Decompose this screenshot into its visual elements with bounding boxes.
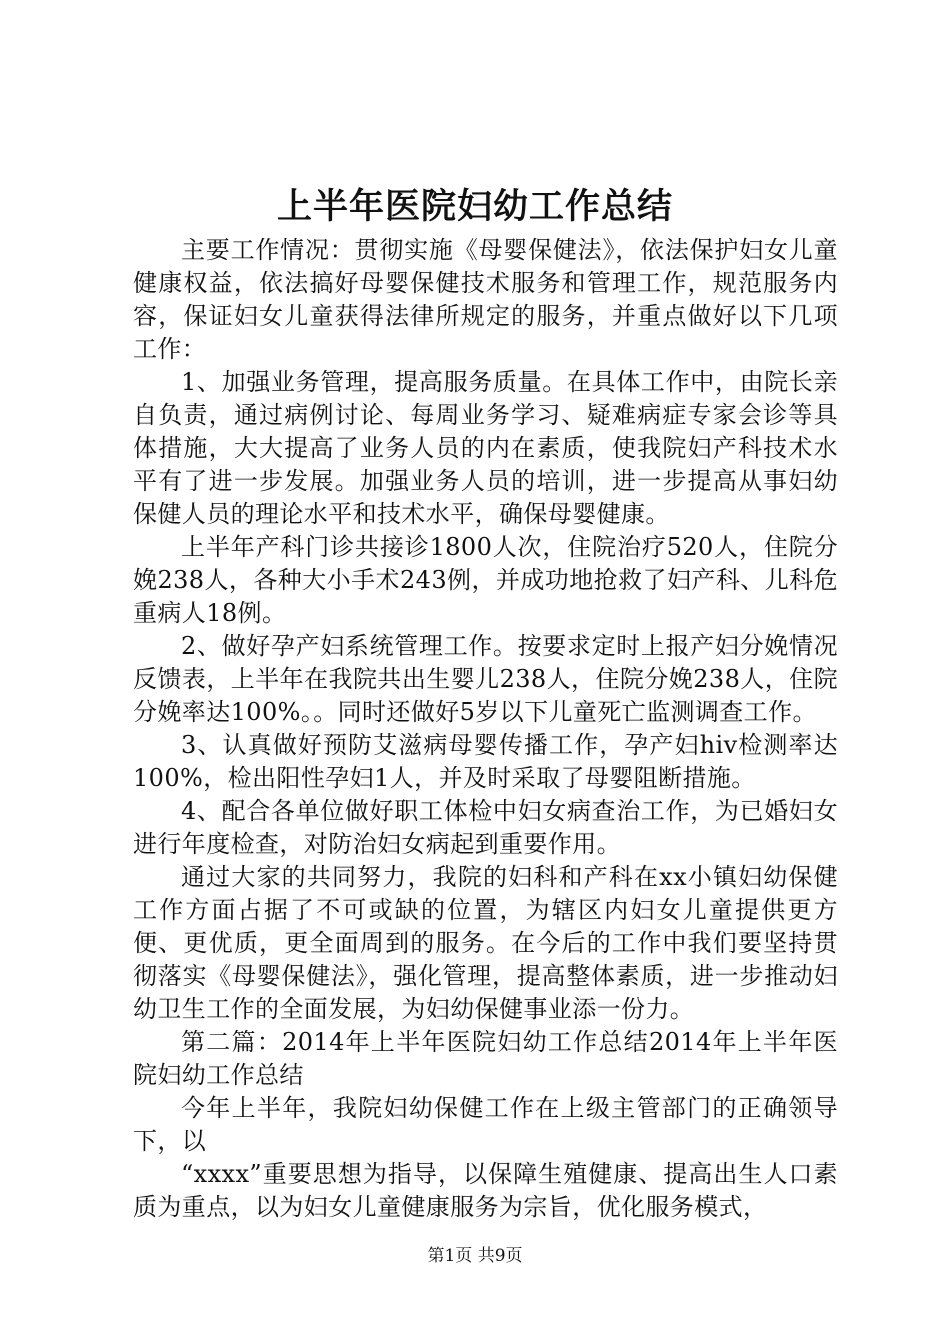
paragraph-conclusion: 通过大家的共同努力，我院的妇科和产科在xx小镇妇幼保健工作方面占据了不可或缺的位置，为辖区内妇女儿童提供更方便、更优质，更全面周到的服务。在今后的工作中我们要坚持贯彻落实《母婴保健法》，强化管理，提高整体素质，进一步推动妇幼卫生工作的全面发展，为妇幼保健事业添一份力。 xyxy=(133,863,838,1023)
paragraph-item-3: 3、认真做好预防艾滋病母婴传播工作，孕产妇hiv检测率达100%，检出阳性孕妇1人，并及时采取了母婴阻断措施。 xyxy=(133,731,838,792)
paragraph-item-2: 2、做好孕产妇系统管理工作。按要求定时上报产妇分娩情况反馈表，上半年在我院共出生婴儿238人，住院分娩238人，住院分娩率达100%。。同时还做好5岁以下儿童死亡监测调查工作。 xyxy=(133,632,838,726)
paragraph-second-article-intro: 今年上半年，我院妇幼保健工作在上级主管部门的正确领导下，以 xyxy=(133,1094,838,1155)
paragraph-intro: 主要工作情况：贯彻实施《母婴保健法》，依法保护妇女儿童健康权益，依法搞好母婴保健技术服务和管理工作，规范服务内容，保证妇女儿童获得法律所规定的服务，并重点做好以下几项工作： xyxy=(133,236,838,363)
paragraph-second-article-heading: 第二篇：2014年上半年医院妇幼工作总结2014年上半年医院妇幼工作总结 xyxy=(133,1028,838,1089)
document-body xyxy=(133,234,838,1224)
page-number-footer: 第1页 共9页 xyxy=(427,1246,523,1266)
paragraph-statistics: 上半年产科门诊共接诊1800人次，住院治疗520人，住院分娩238人，各种大小手术243例，并成功地抢救了妇产科、儿科危重病人18例。 xyxy=(133,533,838,627)
paragraph-item-1: 1、加强业务管理，提高服务质量。在具体工作中，由院长亲自负责，通过病例讨论、每周业务学习、疑难病症专家会诊等具体措施，大大提高了业务人员的内在素质，使我院妇产科技术水平有了进一步发展。加强业务人员的培训，进一步提高从事妇幼保健人员的理论水平和技术水平，确保母婴健康。 xyxy=(133,368,838,528)
paragraph-item-4: 4、配合各单位做好职工体检中妇女病查治工作，为已婚妇女进行年度检查，对防治妇女病起到重要作用。 xyxy=(133,797,838,858)
document-title: 上半年医院妇幼工作总结 xyxy=(276,186,673,227)
paragraph-second-article-continuation: “xxxx”重要思想为指导，以保障生殖健康、提高出生人口素质为重点，以为妇女儿童健康服务为宗旨，优化服务模式， xyxy=(133,1160,838,1221)
